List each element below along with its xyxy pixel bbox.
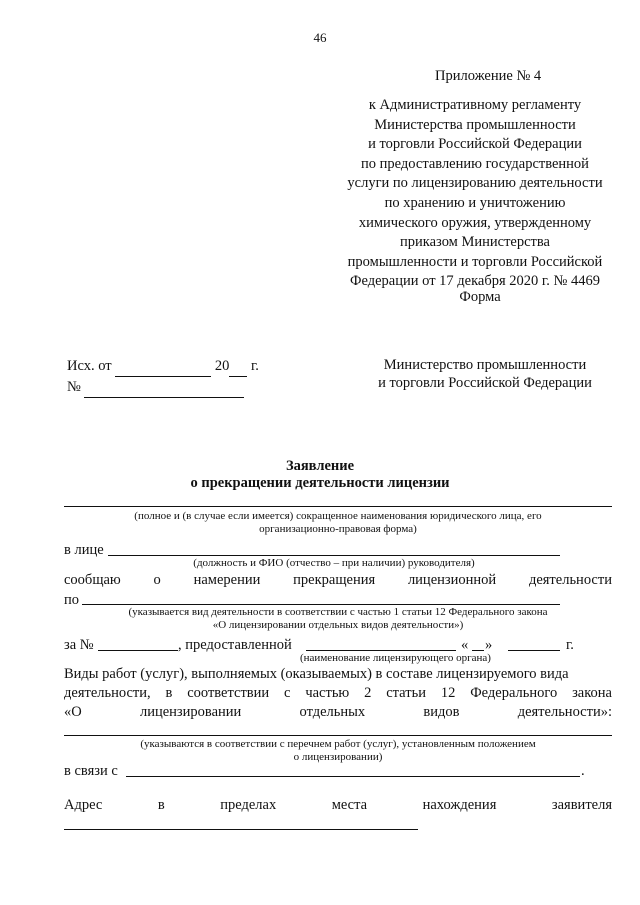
regulation-line: по хранению и уничтожению bbox=[384, 194, 566, 211]
title-line: Заявление bbox=[285, 458, 355, 474]
org-name-caption bbox=[64, 510, 612, 536]
regulation-line: химического оружия, утвержденному bbox=[358, 214, 592, 231]
license-authority-field[interactable] bbox=[306, 650, 456, 651]
outgoing-date-prefix: Исх. от bbox=[67, 358, 112, 374]
works-word: частью bbox=[305, 685, 350, 701]
addressee-line: и торговли Российской Федерации bbox=[378, 375, 592, 391]
outgoing-year-suffix: г. bbox=[251, 358, 259, 374]
license-month-field[interactable] bbox=[508, 650, 560, 651]
works-word: «О bbox=[64, 704, 82, 720]
address-word: пределах bbox=[220, 797, 277, 813]
appendix-title: Приложение № 4 bbox=[435, 68, 542, 84]
outgoing-reference bbox=[67, 356, 259, 398]
notify-word: сообщаю bbox=[64, 572, 121, 588]
caption-line: (полное и (в случае если имеется) сокращенное наименования юридического лица, его bbox=[134, 510, 542, 522]
reason-prefix: в связи с bbox=[64, 763, 118, 779]
person-prefix: в лице bbox=[64, 542, 104, 558]
notify-word: деятельности bbox=[528, 572, 612, 588]
works-word: статьи bbox=[386, 685, 426, 701]
notify-word: лицензионной bbox=[407, 572, 497, 588]
regulation-line: Министерства промышленности bbox=[374, 116, 576, 133]
works-word: в bbox=[165, 685, 173, 701]
license-number-field[interactable] bbox=[98, 650, 178, 651]
address-word: заявителя bbox=[551, 797, 612, 813]
notify-word: намерении bbox=[193, 572, 261, 588]
regulation-line: по предоставлению государственной bbox=[361, 155, 589, 172]
works-word: с bbox=[284, 685, 291, 701]
works-line bbox=[64, 704, 612, 721]
works-field[interactable] bbox=[64, 735, 612, 736]
license-year-suffix: г. bbox=[566, 637, 574, 653]
regulation-line: услуги по лицензированию деятельности bbox=[347, 175, 603, 192]
caption-line: (указываются в соответствии с перечнем работ (услуг), установленным положением bbox=[140, 738, 536, 750]
page-number: 46 bbox=[313, 30, 327, 45]
activity-caption bbox=[64, 606, 612, 632]
works-word: Федерального bbox=[470, 685, 558, 701]
activity-field[interactable] bbox=[82, 604, 560, 605]
works-word: деятельности, bbox=[64, 685, 151, 701]
regulation-line: и торговли Российской Федерации bbox=[368, 136, 582, 153]
quote-open: « bbox=[461, 637, 469, 653]
regulation-line: к Административному регламенту bbox=[368, 97, 582, 113]
quote-close: » bbox=[485, 637, 493, 653]
outgoing-number-prefix: № bbox=[67, 379, 81, 395]
addressee bbox=[360, 356, 610, 392]
outgoing-number-line bbox=[67, 377, 259, 398]
reason-field[interactable] bbox=[126, 776, 580, 777]
person-caption: (должность и ФИО (отчество – при наличии) руководителя) bbox=[193, 557, 475, 569]
title-line: о прекращении деятельности лицензии bbox=[190, 475, 450, 491]
license-prefix: за № bbox=[64, 637, 94, 653]
addressee-line: Министерство промышленности bbox=[383, 357, 587, 373]
address-word: в bbox=[157, 797, 165, 813]
works-word: 2 bbox=[364, 685, 372, 701]
activity-prefix: по bbox=[64, 592, 80, 608]
works-word: деятельности»: bbox=[517, 704, 612, 720]
reason-end: . bbox=[581, 763, 585, 779]
works-line: Виды работ (услуг), выполняемых (оказываемых) в составе лицензируемого вида bbox=[64, 666, 569, 682]
notify-word: о bbox=[153, 572, 161, 588]
caption-line: организационно-правовая форма) bbox=[259, 523, 417, 535]
authority-caption: (наименование лицензирующего органа) bbox=[300, 652, 491, 664]
works-caption bbox=[64, 738, 612, 764]
regulation-reference bbox=[330, 96, 620, 292]
notify-word: прекращения bbox=[293, 572, 376, 588]
notify-line bbox=[64, 572, 612, 589]
address-word: нахождения bbox=[422, 797, 497, 813]
regulation-line: промышленности и торговли Российской bbox=[347, 253, 603, 270]
org-name-field[interactable] bbox=[64, 506, 612, 507]
address-word: Адрес bbox=[64, 797, 103, 813]
license-day-field[interactable] bbox=[472, 650, 484, 651]
works-word: видов bbox=[423, 704, 460, 720]
address-word: места bbox=[331, 797, 368, 813]
regulation-line: приказом Министерства bbox=[400, 234, 550, 251]
works-word: соответствии bbox=[187, 685, 270, 701]
works-line bbox=[64, 685, 612, 702]
caption-line: (указывается вид деятельности в соответствии с частью 1 статьи 12 Федерального закона bbox=[128, 606, 548, 618]
works-word: отдельных bbox=[299, 704, 366, 720]
outgoing-year-field[interactable] bbox=[229, 356, 247, 377]
regulation-line: Федерации от 17 декабря 2020 г. № 4469 bbox=[350, 273, 600, 290]
works-word: 12 bbox=[440, 685, 456, 701]
outgoing-date-field[interactable] bbox=[115, 356, 211, 377]
caption-line: о лицензировании) bbox=[293, 751, 383, 763]
outgoing-date-line bbox=[67, 356, 259, 377]
caption-line: «О лицензировании отдельных видов деятельности») bbox=[212, 619, 464, 631]
works-word: закона bbox=[572, 685, 612, 701]
form-label: Форма bbox=[459, 289, 501, 305]
address-line bbox=[64, 797, 612, 814]
outgoing-number-field[interactable] bbox=[84, 377, 244, 398]
outgoing-year-prefix: 20 bbox=[214, 358, 230, 374]
document-title bbox=[0, 458, 640, 492]
address-field[interactable] bbox=[64, 829, 418, 830]
person-field[interactable] bbox=[108, 555, 560, 556]
works-word: лицензировании bbox=[139, 704, 242, 720]
license-granted-text: , предоставленной bbox=[178, 637, 292, 653]
